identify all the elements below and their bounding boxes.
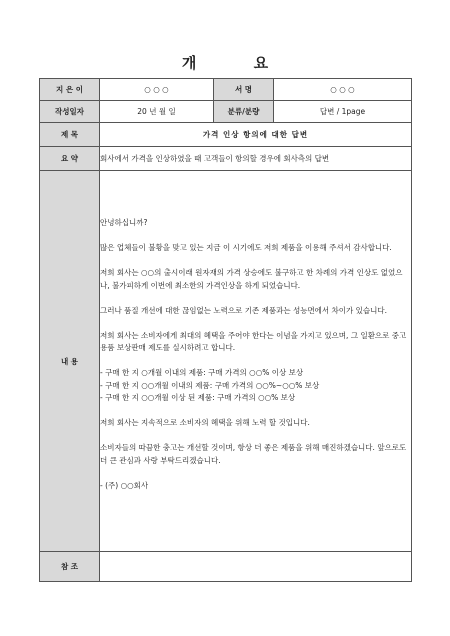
date-value: 20 년 월 일 bbox=[100, 101, 214, 123]
subject-label: 제 목 bbox=[40, 123, 100, 147]
category-label: 분류/분량 bbox=[214, 101, 274, 123]
compensation-item: - 구매 한 지 ○개월 이내의 제품: 구매 가격의 ○○% 이상 보상 bbox=[100, 368, 304, 378]
content-paragraph: 저희 회사는 소비자에게 최대의 혜택을 주어야 한다는 이념을 가지고 있으며, 그 일환으로 중고 용품 보상판매 제도를 실시하려고 합니다. bbox=[100, 330, 407, 353]
content-paragraph: 많은 업체들이 불황을 맞고 있는 지금 이 시기에도 저희 제품을 이용해 주셔서 감사합니다. bbox=[100, 243, 392, 253]
subject-value: 가격 인상 항의에 대한 답변 bbox=[100, 123, 412, 147]
compensation-item: - 구매 한 지 ○○개월 이상 된 제품: 구매 가격의 ○○% 보상 bbox=[100, 393, 296, 403]
content-greeting: 안녕하십니까? bbox=[100, 218, 148, 228]
sign-value: ○ ○ ○ bbox=[274, 79, 412, 101]
content-paragraph: 저희 회사는 ○○의 출시이래 원자재의 가격 상승에도 불구하고 한 차례의 가격 인상도 없었으나, 불가피하게 이번에 최소한의 가격인상을 하게 되었습니다. bbox=[100, 268, 403, 290]
document-title: 개 요 bbox=[181, 54, 295, 72]
sign-label: 서 명 bbox=[214, 79, 274, 101]
reference-label: 참 조 bbox=[40, 552, 100, 582]
content-body bbox=[100, 171, 412, 552]
content-signature: - (주) ○○회사 bbox=[100, 480, 149, 490]
category-value: 답변 / 1page bbox=[274, 101, 412, 123]
content-paragraph: 저희 회사는 지속적으로 소비자의 혜택을 위해 노력 할 것입니다. bbox=[100, 418, 310, 428]
compensation-item: - 구매 한 지 ○○개월 이내의 제품: 구매 가격의 ○○%~○○% 보상 bbox=[100, 380, 320, 390]
date-label: 작성일자 bbox=[40, 101, 100, 123]
author-label: 지 은 이 bbox=[40, 79, 100, 101]
author-value: ○ ○ ○ bbox=[100, 79, 214, 101]
summary-form bbox=[39, 78, 412, 582]
content-label: 내 용 bbox=[40, 171, 100, 552]
summary-label: 요 약 bbox=[40, 147, 100, 171]
content-paragraph: 소비자들의 따끔한 충고는 개선할 것이며, 항상 더 좋은 제품을 위해 매진하겠습니다. 앞으로도 더 큰 관심과 사랑 부탁드리겠습니다. bbox=[100, 443, 407, 465]
content-paragraph: 그러나 품질 개선에 대한 끊임없는 노력으로 기존 제품과는 성능면에서 차이가 있습니다. bbox=[100, 305, 388, 315]
reference-value bbox=[100, 552, 412, 582]
summary-value: 회사에서 가격을 인상하였을 때 고객들이 항의할 경우에 회사측의 답변 bbox=[100, 147, 412, 171]
